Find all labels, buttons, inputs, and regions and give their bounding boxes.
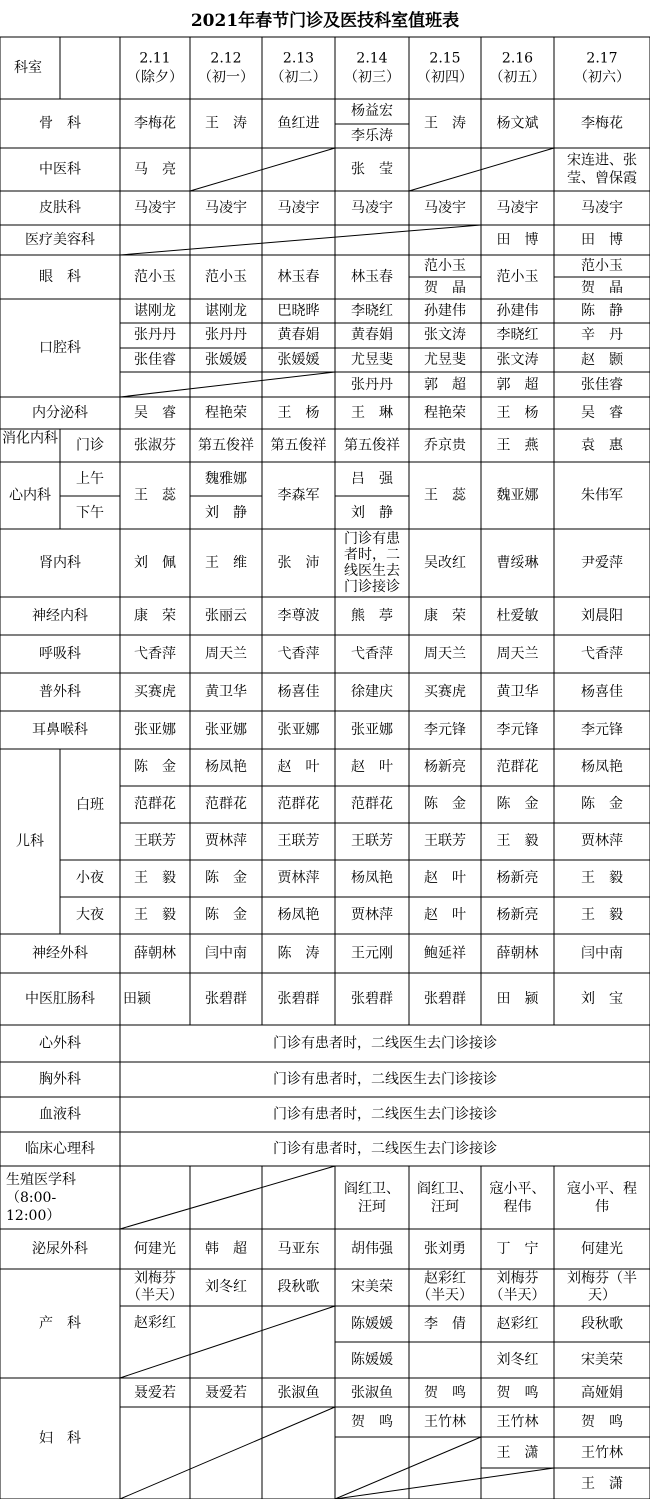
cell-ek: 王联芳 xyxy=(424,833,466,849)
cell-ek: 陈 金 xyxy=(581,796,623,812)
cell-gu: 王 涛 xyxy=(424,115,466,132)
cell-nfm: 程艳荣 xyxy=(424,405,466,421)
table-text xyxy=(2,51,637,1493)
header-day-2.15: 2.15 xyxy=(429,50,461,67)
cell-ek: 王联芳 xyxy=(134,833,176,849)
cell-xh: 乔京贵 xyxy=(424,437,466,454)
cell-ek: 陈 金 xyxy=(205,870,247,886)
cell-ck: 刘梅芬 xyxy=(134,1270,176,1287)
cell-pw: 买赛虎 xyxy=(134,684,176,700)
dept-label-shengzhi: 12:00） xyxy=(6,1208,61,1224)
cell-ek: 杨新亮 xyxy=(424,759,466,775)
cell-xh: 第五俊祥 xyxy=(198,437,254,454)
dept-label-gu: 骨 科 xyxy=(39,115,81,132)
dept-label-fu: 妇 科 xyxy=(39,1430,81,1447)
dept-sub-big: 大夜 xyxy=(76,907,104,923)
dept-label-chan: 产 科 xyxy=(39,1315,81,1332)
cell-ck: 天） xyxy=(588,1287,616,1304)
cell-sjw: 鲍延祥 xyxy=(424,945,466,962)
cell-kq: 尤昱斐 xyxy=(424,352,466,368)
cell-ek: 陈 金 xyxy=(134,759,176,775)
header-day-2.17: （初六） xyxy=(574,69,630,86)
header-day-2.16: （初五） xyxy=(489,69,546,86)
cell-gu: 杨文斌 xyxy=(496,115,539,132)
header-day-2.17: 2.17 xyxy=(586,50,618,67)
cell-sjn: 康 荣 xyxy=(134,608,176,624)
cell-yk: 范小玉 xyxy=(424,258,466,274)
cell-fk: 张淑鱼 xyxy=(277,1385,320,1401)
cell-gc: 张碧群 xyxy=(351,991,393,1007)
dept-label-xiongwai: 胸外科 xyxy=(39,1071,81,1088)
cell-ck: 段秋歌 xyxy=(581,1316,623,1332)
header-day-2.16: 2.16 xyxy=(501,50,534,67)
dept-sub-pm: 下午 xyxy=(76,505,104,521)
cell-merged-note: 门诊有患者时，二线医生去门诊接诊 xyxy=(273,1141,497,1157)
cell-gc: 田 颍 xyxy=(496,991,539,1007)
cell-hx: 周天兰 xyxy=(496,646,539,662)
cell-mn: 韩 超 xyxy=(205,1241,247,1257)
dept-label-shengzhi: （8:00- xyxy=(6,1190,57,1206)
cell-merged-note: 门诊有患者时，二线医生去门诊接诊 xyxy=(273,1071,497,1088)
cell-sjn: 熊 葶 xyxy=(351,608,393,624)
cell-ek: 赵 叶 xyxy=(277,759,320,775)
cell-kq: 张文涛 xyxy=(496,352,539,368)
cell-pw: 杨喜佳 xyxy=(277,684,320,700)
cell-kq: 张丹丹 xyxy=(134,327,176,343)
cell-sjw: 薛朝林 xyxy=(496,945,539,962)
cell-gu: 李梅花 xyxy=(581,115,623,132)
cell-yk: 范小玉 xyxy=(205,269,247,285)
cell-ek: 杨凤艳 xyxy=(277,907,320,923)
cell-mn: 丁 宁 xyxy=(496,1241,539,1257)
dept-label-huxi: 呼吸科 xyxy=(39,646,81,662)
cell-kq: 黄春娟 xyxy=(351,327,393,343)
cell-nfm: 王 杨 xyxy=(277,405,320,421)
cell-sjw: 陈 涛 xyxy=(277,945,320,962)
cell-ek: 王联芳 xyxy=(351,833,393,849)
cell-sjw: 闫中南 xyxy=(581,945,623,962)
cell-kq: 谌刚龙 xyxy=(205,303,247,319)
header-day-2.11: （除夕） xyxy=(127,69,183,86)
cell-xh: 王 燕 xyxy=(496,437,539,454)
cell-sn: 曹绥琳 xyxy=(496,555,539,571)
dept-label-puwai: 普外科 xyxy=(39,684,81,700)
cell-sjw: 王元刚 xyxy=(351,945,393,962)
cell-fk: 张淑鱼 xyxy=(351,1385,393,1401)
dept-label-pifu: 皮肤科 xyxy=(39,200,81,216)
cell-sjw: 薛朝林 xyxy=(134,945,176,962)
cell-xn: 王 蕊 xyxy=(134,487,176,504)
cell-sn: 者时，二 xyxy=(344,547,400,563)
dept-label-gangchang: 中医肛肠科 xyxy=(25,991,95,1007)
cell-hx: 周天兰 xyxy=(205,646,247,662)
cell-gc: 张碧群 xyxy=(424,991,466,1007)
cell-sjn: 李尊波 xyxy=(277,608,320,624)
cell-zy: 马 亮 xyxy=(134,161,176,178)
cell-ek: 范群花 xyxy=(277,796,320,812)
cell-hx: 弋香萍 xyxy=(351,646,393,662)
header-day-2.13: 2.13 xyxy=(282,50,315,67)
cell-kq: 孙建伟 xyxy=(424,303,466,319)
cell-sjw: 闫中南 xyxy=(205,945,247,962)
cell-ebh: 张亚娜 xyxy=(134,722,176,738)
cell-xh: 第五俊祥 xyxy=(270,437,327,454)
cell-yk: 林玉春 xyxy=(351,269,393,285)
cell-nfm: 吴 睿 xyxy=(134,405,176,421)
cell-xn: 刘 静 xyxy=(205,505,247,521)
cell-ek: 陈 金 xyxy=(205,907,247,923)
cell-fk: 王竹林 xyxy=(496,1414,539,1430)
dept-label-kouqiang: 口腔科 xyxy=(39,340,81,356)
cell-kq: 张佳睿 xyxy=(581,377,623,393)
cell-ebh: 张亚娜 xyxy=(205,722,247,738)
dept-label-erbihou: 耳鼻喉科 xyxy=(32,722,88,738)
empty-cell-slash xyxy=(120,1407,335,1499)
cell-nfm: 王 琳 xyxy=(351,405,393,421)
cell-ek: 陈 金 xyxy=(424,796,466,812)
cell-zy: 莹、曾保霞 xyxy=(567,170,637,187)
cell-kq: 黄春娟 xyxy=(277,327,320,343)
cell-fk: 聂爱若 xyxy=(134,1385,176,1401)
cell-mn: 张刘勇 xyxy=(424,1241,466,1257)
cell-ebh: 张亚娜 xyxy=(277,722,320,738)
cell-sz: 阎红卫、 xyxy=(344,1181,400,1197)
cell-ek: 王 毅 xyxy=(134,870,176,886)
cell-ek: 赵 叶 xyxy=(424,870,466,886)
cell-xn: 朱伟军 xyxy=(581,487,623,504)
cell-fk: 贺 鸣 xyxy=(351,1414,393,1430)
cell-xn: 魏亚娜 xyxy=(496,487,539,504)
cell-ek: 杨新亮 xyxy=(496,907,539,923)
cell-sn: 线医生去 xyxy=(344,563,400,579)
cell-kq: 辛 丹 xyxy=(581,327,623,343)
header-day-2.12: 2.12 xyxy=(210,50,242,67)
dept-label-zhongyi: 中医科 xyxy=(39,161,81,178)
cell-nfm: 程艳荣 xyxy=(205,405,247,421)
cell-ck: 刘梅芬（半 xyxy=(567,1270,637,1287)
cell-ck: 刘冬红 xyxy=(205,1279,247,1295)
cell-hx: 弋香萍 xyxy=(134,646,176,662)
cell-kq: 谌刚龙 xyxy=(134,303,176,319)
cell-ck: 陈媛媛 xyxy=(351,1352,393,1368)
empty-cell-slash xyxy=(335,1437,481,1499)
cell-ek: 贾林萍 xyxy=(205,833,247,849)
cell-gc: 田颍 xyxy=(123,991,151,1007)
cell-ebh: 李元锋 xyxy=(496,722,539,738)
cell-sz: 汪珂 xyxy=(358,1199,386,1215)
cell-ek: 杨凤艳 xyxy=(351,870,393,886)
cell-kq: 张佳睿 xyxy=(134,352,176,368)
cell-sz: 汪珂 xyxy=(431,1199,459,1215)
cell-sjn: 刘晨阳 xyxy=(581,608,623,624)
cell-sn: 门诊有患 xyxy=(344,531,400,547)
cell-gu: 李梅花 xyxy=(134,115,176,132)
cell-gc: 张碧群 xyxy=(277,991,320,1007)
cell-kq: 孙建伟 xyxy=(496,303,539,319)
cell-ck: 宋美荣 xyxy=(581,1352,623,1368)
cell-gu: 杨益宏 xyxy=(351,103,393,119)
cell-ck: 李 倩 xyxy=(424,1316,466,1332)
cell-fk: 高娅娟 xyxy=(581,1385,623,1401)
cell-xn: 魏雅娜 xyxy=(205,471,247,487)
cell-kq: 尤昱斐 xyxy=(351,352,393,368)
cell-ck: 赵彩红 xyxy=(496,1316,539,1332)
cell-kq: 张媛媛 xyxy=(277,352,320,368)
cell-ek: 王 毅 xyxy=(581,907,623,923)
cell-sn: 王 维 xyxy=(205,555,247,571)
dept-sub-xiaohua: 门诊 xyxy=(76,437,104,454)
cell-xh: 袁 惠 xyxy=(581,437,623,454)
cell-sz: 阎红卫、 xyxy=(417,1181,473,1197)
cell-mr: 田 博 xyxy=(581,232,623,248)
cell-gu: 李乐涛 xyxy=(351,128,393,144)
cell-kq: 郭 超 xyxy=(496,377,539,393)
cell-pw: 黄卫华 xyxy=(496,684,539,700)
cell-pw: 徐建庆 xyxy=(351,684,393,700)
cell-sjn: 康 荣 xyxy=(424,608,466,624)
dept-label-xinnei: 心内科 xyxy=(9,487,51,504)
cell-merged-note: 门诊有患者时，二线医生去门诊接诊 xyxy=(273,1106,497,1123)
cell-kq: 赵 颢 xyxy=(581,352,623,368)
dept-label-xinli: 临床心理科 xyxy=(25,1141,95,1157)
cell-yk: 范小玉 xyxy=(134,269,176,285)
header-day-2.14: （初三） xyxy=(344,69,400,86)
cell-fk: 王 潇 xyxy=(581,1476,623,1492)
cell-xn: 李森军 xyxy=(277,487,320,504)
cell-ek: 范群花 xyxy=(351,796,393,812)
cell-ebh: 李元锋 xyxy=(424,722,466,738)
cell-ek: 赵 叶 xyxy=(351,759,393,775)
cell-nfm: 吴 睿 xyxy=(581,405,623,421)
cell-sjn: 杜爱敏 xyxy=(496,608,539,624)
cell-mn: 胡伟强 xyxy=(351,1241,393,1257)
cell-xn: 吕 强 xyxy=(351,471,393,487)
cell-sn: 尹爱萍 xyxy=(581,555,623,571)
cell-ek: 范群花 xyxy=(496,759,539,775)
cell-sn: 吴改红 xyxy=(424,555,466,571)
cell-sn: 刘 佩 xyxy=(134,555,176,571)
cell-sz: 程伟 xyxy=(503,1199,532,1215)
empty-cell-slash xyxy=(335,1468,554,1499)
dept-label-xueye: 血液科 xyxy=(39,1106,81,1123)
cell-ek: 贾林萍 xyxy=(351,907,393,923)
cell-kq: 张文涛 xyxy=(424,327,466,343)
cell-sn: 门诊接诊 xyxy=(344,579,400,595)
dept-sub-day: 白班 xyxy=(76,797,104,813)
cell-ck: （半天） xyxy=(417,1287,473,1304)
cell-fk: 王竹林 xyxy=(581,1445,623,1461)
cell-kq: 李晓红 xyxy=(351,303,393,319)
cell-fk: 贺 鸣 xyxy=(581,1414,623,1430)
cell-pf: 马凌宇 xyxy=(134,200,176,216)
cell-sz: 寇小平、 xyxy=(489,1181,546,1197)
cell-ek: 赵 叶 xyxy=(424,907,466,923)
cell-mn: 何建光 xyxy=(581,1241,623,1257)
cell-ek: 王 毅 xyxy=(496,833,539,849)
cell-pw: 杨喜佳 xyxy=(581,684,623,700)
cell-zy: 宋连进、张 xyxy=(567,152,637,169)
header-day-2.13: （初二） xyxy=(270,69,327,86)
cell-ek: 贾林萍 xyxy=(581,833,623,849)
dept-label-yan: 眼 科 xyxy=(39,269,81,285)
cell-nfm: 王 杨 xyxy=(496,405,539,421)
dept-label-shenjingwai: 神经外科 xyxy=(32,945,88,962)
cell-pw: 黄卫华 xyxy=(205,684,247,700)
header-day-2.14: 2.14 xyxy=(356,50,388,67)
dept-label-neifenmi: 内分泌科 xyxy=(32,405,88,421)
empty-cell-slash xyxy=(120,1166,335,1229)
cell-fk: 贺 鸣 xyxy=(496,1385,539,1401)
dept-sub-am: 上午 xyxy=(76,471,104,487)
cell-ck: （半天） xyxy=(127,1287,183,1304)
cell-kq: 陈 静 xyxy=(581,303,623,319)
cell-sjn: 张丽云 xyxy=(205,608,247,624)
cell-gu: 王 涛 xyxy=(205,115,247,132)
header-day-2.11: 2.11 xyxy=(139,50,171,67)
cell-ck: （半天） xyxy=(489,1287,546,1304)
cell-yk: 贺 晶 xyxy=(581,280,623,296)
cell-merged-note: 门诊有患者时，二线医生去门诊接诊 xyxy=(273,1035,497,1052)
cell-mr: 田 博 xyxy=(496,232,539,248)
cell-pf: 马凌宇 xyxy=(496,200,539,216)
cell-sn: 张 沛 xyxy=(277,555,320,571)
cell-ebh: 李元锋 xyxy=(581,722,623,738)
cell-xh: 第五俊祥 xyxy=(344,437,400,454)
cell-hx: 弋香萍 xyxy=(581,646,623,662)
cell-xn: 刘 静 xyxy=(351,505,393,521)
cell-kq: 张丹丹 xyxy=(351,377,393,393)
header-day-2.15: （初四） xyxy=(417,69,473,86)
cell-fk: 聂爱若 xyxy=(205,1385,247,1401)
cell-hx: 弋香萍 xyxy=(277,646,320,662)
cell-xn: 王 蕊 xyxy=(424,487,466,504)
cell-ek: 王 毅 xyxy=(581,870,623,886)
cell-fk: 王 潇 xyxy=(496,1445,539,1461)
cell-kq: 张媛媛 xyxy=(205,352,247,368)
cell-yk: 范小玉 xyxy=(581,258,623,274)
cell-yk: 贺 晶 xyxy=(424,280,466,296)
cell-ek: 陈 金 xyxy=(496,796,539,812)
cell-yk: 林玉春 xyxy=(277,269,320,285)
cell-sz: 寇小平、程 xyxy=(567,1181,637,1197)
empty-cell-slash xyxy=(120,372,335,397)
dept-label-erke: 儿科 xyxy=(16,833,44,850)
cell-yk: 范小玉 xyxy=(496,269,539,285)
dept-sub-small: 小夜 xyxy=(76,870,104,886)
cell-fk: 贺 鸣 xyxy=(424,1385,466,1401)
dept-label-shenjingnei: 神经内科 xyxy=(32,608,88,624)
cell-ck: 刘冬红 xyxy=(496,1352,539,1368)
cell-kq: 李晓红 xyxy=(496,327,539,343)
cell-fk: 王竹林 xyxy=(424,1414,466,1430)
cell-ek: 杨凤艳 xyxy=(205,759,247,775)
cell-hx: 周天兰 xyxy=(424,646,466,662)
cell-ek: 杨新亮 xyxy=(496,870,539,886)
cell-ck: 段秋歌 xyxy=(277,1279,320,1295)
cell-ek: 王联芳 xyxy=(277,833,320,849)
cell-pf: 马凌宇 xyxy=(277,200,320,216)
cell-ek: 王 毅 xyxy=(134,907,176,923)
cell-xh: 张淑芬 xyxy=(134,437,176,454)
cell-ck: 宋美荣 xyxy=(351,1279,393,1295)
cell-gc: 刘 宝 xyxy=(581,991,623,1007)
cell-gu: 鱼红进 xyxy=(277,115,320,132)
cell-ck: 刘梅芬 xyxy=(496,1270,539,1287)
dept-label-xiaohua: 消化内科 xyxy=(2,430,58,447)
dept-label-miniao: 泌尿外科 xyxy=(32,1241,88,1257)
cell-zy: 张 莹 xyxy=(351,161,393,178)
cell-ek: 杨凤艳 xyxy=(581,759,623,775)
cell-pf: 马凌宇 xyxy=(205,200,247,216)
header-day-2.12: （初一） xyxy=(198,69,254,86)
table-grid xyxy=(0,37,650,1499)
cell-ebh: 张亚娜 xyxy=(351,722,393,738)
empty-cell-slash xyxy=(120,225,481,255)
cell-kq: 巴晓晔 xyxy=(277,303,320,319)
cell-pf: 马凌宇 xyxy=(424,200,466,216)
dept-label-shennei: 肾内科 xyxy=(39,555,81,571)
cell-pw: 买赛虎 xyxy=(424,684,466,700)
cell-ck: 赵彩红 xyxy=(424,1270,466,1287)
page-title: 2021年春节门诊及医技科室值班表 xyxy=(190,11,460,31)
cell-ek: 范群花 xyxy=(205,796,247,812)
dept-label-shengzhi: 生殖医学科 xyxy=(6,1172,76,1188)
cell-kq: 郭 超 xyxy=(424,377,466,393)
cell-ek: 贾林萍 xyxy=(277,870,320,886)
cell-sz: 伟 xyxy=(595,1199,609,1215)
dept-label-xinwai: 心外科 xyxy=(39,1035,81,1052)
cell-pf: 马凌宇 xyxy=(581,200,623,216)
cell-ck: 赵彩红 xyxy=(134,1315,176,1331)
dept-label-meirong: 医疗美容科 xyxy=(25,232,95,248)
cell-gc: 张碧群 xyxy=(205,991,247,1007)
header-dept-label: 科室 xyxy=(14,60,42,76)
cell-pf: 马凌宇 xyxy=(351,200,393,216)
cell-ck: 陈媛媛 xyxy=(351,1316,393,1332)
cell-mn: 何建光 xyxy=(134,1241,176,1257)
cell-ek: 范群花 xyxy=(134,796,176,812)
cell-kq: 张丹丹 xyxy=(205,327,247,343)
cell-mn: 马亚东 xyxy=(277,1241,320,1257)
